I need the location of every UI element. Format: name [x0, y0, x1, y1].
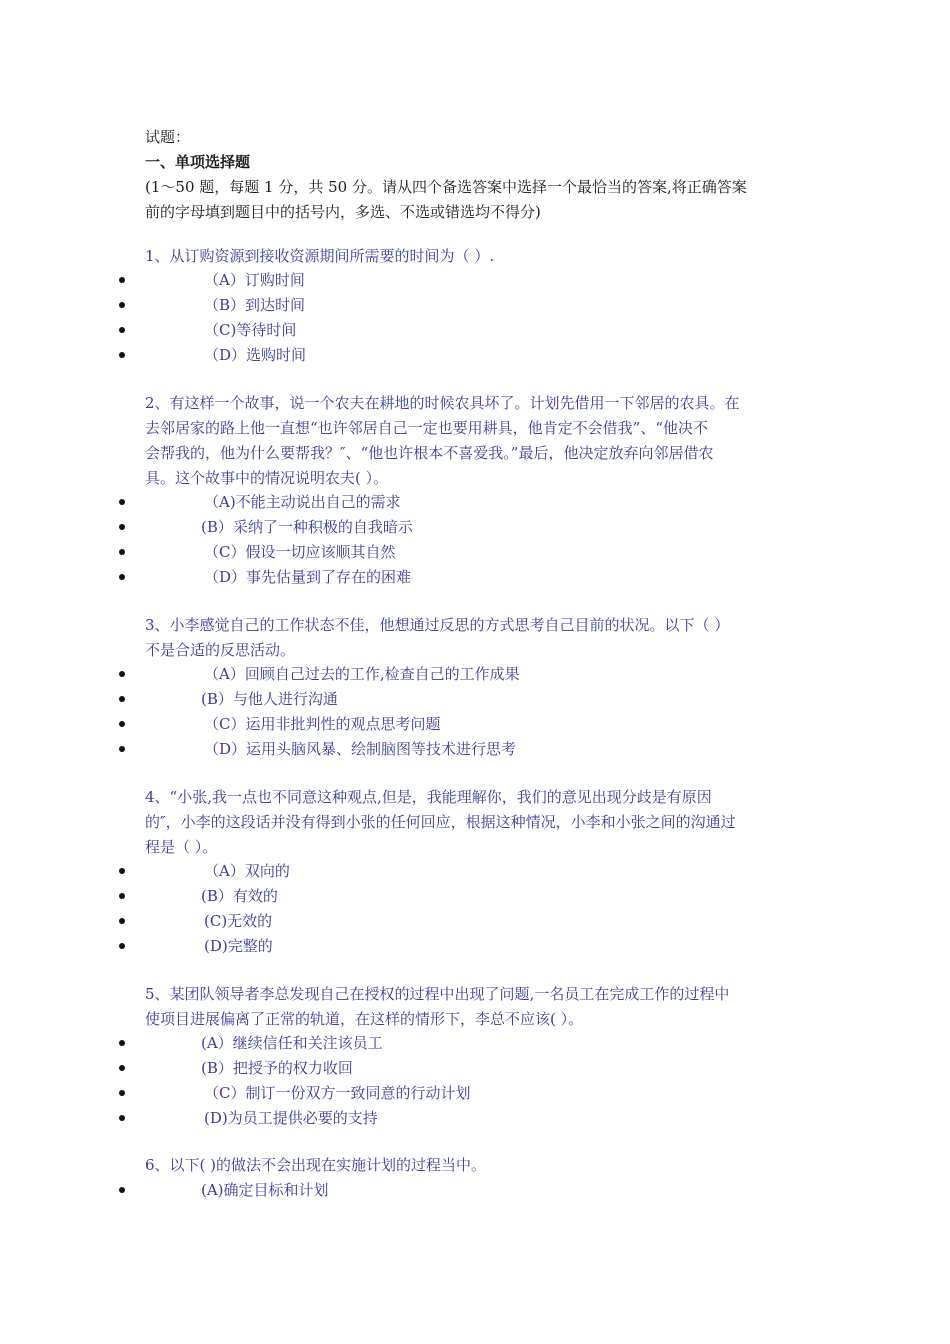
- question-2-text: 具。这个故事中的情况说明农夫( ）。: [145, 469, 389, 487]
- question-5-option-d: (D)为员工提供必要的支持: [204, 1109, 378, 1127]
- bullet-icon: [119, 918, 125, 924]
- bullet-icon: [119, 1187, 125, 1193]
- bullet-icon: [119, 1065, 125, 1071]
- question-2-text: 会帮我的，他为什么要帮我？″、“他也许根本不喜爱我。”最后，他决定放弃向邻居借农: [145, 444, 714, 462]
- question-4-option-c: (C)无效的: [204, 912, 273, 930]
- question-4-text: 程是（ ）。: [145, 838, 218, 856]
- bullet-icon: [119, 277, 125, 283]
- question-3-text: 3、小李感觉自己的工作状态不佳，他想通过反思的方式思考自己目前的状况。以下（ ）: [145, 616, 730, 634]
- question-2-option-c: （C）假设一切应该顺其自然: [204, 543, 396, 561]
- bullet-icon: [119, 671, 125, 677]
- question-1-text: 1、从订购资源到接收资源期间所需要的时间为（ ）.: [145, 247, 495, 265]
- question-5-option-c: （C）制订一份双方一致同意的行动计划: [204, 1084, 471, 1102]
- bullet-icon: [119, 1040, 125, 1046]
- question-3-option-b: (B）与他人进行沟通: [201, 690, 338, 708]
- bullet-icon: [119, 943, 125, 949]
- bullet-icon: [119, 327, 125, 333]
- question-3-text: 不是合适的反思活动。: [145, 641, 296, 659]
- instructions-line: (1～50 题，每题 1 分，共 50 分。请从四个备选答案中选择一个最恰当的答案,将正确答案: [145, 178, 747, 196]
- question-2-text: 2、有这样一个故事，说一个农夫在耕地的时候农具坏了。计划先借用一下邻居的农具。在: [145, 394, 740, 412]
- question-3-option-c: （C）运用非批判性的观点思考问题: [204, 715, 441, 733]
- bullet-icon: [119, 868, 125, 874]
- question-1-option-d: （D）选购时间: [204, 346, 307, 364]
- question-1-option-c: （C)等待时间: [204, 321, 297, 339]
- question-3-option-a: （A）回顾自己过去的工作,检查自己的工作成果: [204, 665, 520, 683]
- question-4-option-d: (D)完整的: [204, 937, 273, 955]
- question-5-option-b: (B）把授予的权力收回: [201, 1059, 353, 1077]
- question-5-text: 5、某团队领导者李总发现自己在授权的过程中出现了问题,一名员工在完成工作的过程中: [145, 985, 730, 1003]
- question-1-option-b: （B）到达时间: [204, 296, 306, 314]
- bullet-icon: [119, 499, 125, 505]
- bullet-icon: [119, 549, 125, 555]
- question-2-text: 去邻居家的路上他一直想“也许邻居自己一定也要用耕具，他肯定不会借我”、“他决不: [145, 419, 709, 437]
- question-6-option-a: (A)确定目标和计划: [201, 1181, 329, 1199]
- bullet-icon: [119, 1090, 125, 1096]
- bullet-icon: [119, 352, 125, 358]
- question-5-option-a: (A）继续信任和关注该员工: [201, 1034, 383, 1052]
- question-5-text: 使项目进展偏离了正常的轨道，在这样的情形下，李总不应该( ）。: [145, 1010, 584, 1028]
- instructions-line: 前的字母填到题目中的括号内，多选、不选或错选均不得分): [145, 203, 541, 221]
- question-2-option-d: （D）事先估量到了存在的困难: [204, 568, 412, 586]
- question-3-option-d: （D）运用头脑风暴、绘制脑图等技术进行思考: [204, 740, 517, 758]
- question-2-option-a: （A)不能主动说出自己的需求: [204, 493, 401, 511]
- question-4-option-b: (B）有效的: [201, 887, 278, 905]
- question-2-option-b: (B）采纳了一种积极的自我暗示: [201, 518, 413, 536]
- bullet-icon: [119, 524, 125, 530]
- bullet-icon: [119, 696, 125, 702]
- section-title: 一、单项选择题: [145, 153, 251, 171]
- question-1-option-a: （A）订购时间: [204, 271, 305, 289]
- question-4-text: 的″，小李的这段话并没有得到小张的任何回应，根据这种情况，小李和小张之间的沟通过: [145, 813, 736, 831]
- bullet-icon: [119, 1115, 125, 1121]
- question-6-text: 6、以下( )的做法不会出现在实施计划的过程当中。: [145, 1156, 487, 1174]
- bullet-icon: [119, 574, 125, 580]
- question-4-text: 4、“小张,我一点也不同意这种观点,但是，我能理解你，我们的意见出现分歧是有原因: [145, 788, 712, 806]
- bullet-icon: [119, 893, 125, 899]
- bullet-icon: [119, 302, 125, 308]
- bullet-icon: [119, 746, 125, 752]
- question-4-option-a: （A）双向的: [204, 862, 290, 880]
- exam-label: 试题：: [145, 128, 191, 146]
- bullet-icon: [119, 721, 125, 727]
